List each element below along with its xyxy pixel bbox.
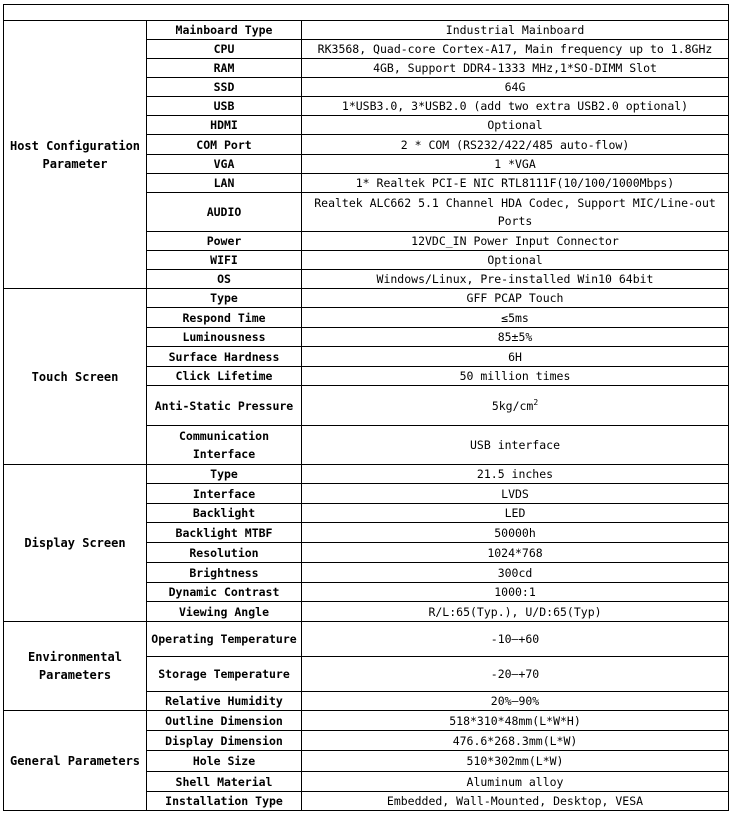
section-title: Host Configuration Parameter <box>4 21 147 289</box>
param-label: Type <box>147 289 302 308</box>
param-value: 85±5% <box>302 328 729 347</box>
param-value: 20%—90% <box>302 692 729 711</box>
param-value: 50 million times <box>302 367 729 386</box>
param-label: OS <box>147 270 302 289</box>
table-row <box>4 21 729 40</box>
param-value: Realtek ALC662 5.1 Channel HDA Codec, Support MIC/Line-out Ports <box>302 193 729 232</box>
param-value: Embedded, Wall-Mounted, Desktop, VESA <box>302 792 729 811</box>
param-value: Optional <box>302 251 729 270</box>
table-row <box>4 622 729 657</box>
table-row <box>4 289 729 308</box>
param-value: 12VDC_IN Power Input Connector <box>302 232 729 251</box>
section-title: Environmental Parameters <box>4 622 147 711</box>
param-value: 1*USB3.0, 3*USB2.0 (add two extra USB2.0 optional) <box>302 97 729 116</box>
param-label: Relative Humidity <box>147 692 302 711</box>
param-value: 1024*768 <box>302 543 729 563</box>
param-label: Backlight <box>147 504 302 523</box>
param-label: Operating Temperature <box>147 622 302 657</box>
param-label: Outline Dimension <box>147 711 302 731</box>
param-label: Interface <box>147 484 302 504</box>
param-value: 21.5 inches <box>302 465 729 484</box>
param-value: Windows/Linux, Pre-installed Win10 64bit <box>302 270 729 289</box>
param-label: USB <box>147 97 302 116</box>
param-value: 6H <box>302 347 729 367</box>
param-value: 1* Realtek PCI-E NIC RTL8111F(10/100/1000Mbps) <box>302 174 729 193</box>
param-label: Anti-Static Pressure <box>147 386 302 426</box>
param-label: SSD <box>147 78 302 97</box>
param-value: Industrial Mainboard <box>302 21 729 40</box>
param-value: LED <box>302 504 729 523</box>
param-label: Shell Material <box>147 772 302 792</box>
param-value: USB interface <box>302 426 729 465</box>
param-label: LAN <box>147 174 302 193</box>
param-label: Brightness <box>147 563 302 583</box>
param-value: 4GB, Support DDR4-1333 MHz,1*SO-DIMM Slot <box>302 59 729 78</box>
param-label: Mainboard Type <box>147 21 302 40</box>
header-cell <box>4 5 729 21</box>
param-label: Viewing Angle <box>147 602 302 622</box>
table-row <box>4 711 729 731</box>
param-label: Click Lifetime <box>147 367 302 386</box>
param-label: Storage Temperature <box>147 657 302 692</box>
param-value: 518*310*48mm(L*W*H) <box>302 711 729 731</box>
param-value: 510*302mm(L*W) <box>302 751 729 772</box>
param-label: RAM <box>147 59 302 78</box>
superscript: 2 <box>533 397 539 407</box>
param-value: 64G <box>302 78 729 97</box>
section-title: General Parameters <box>4 711 147 811</box>
param-value: LVDS <box>302 484 729 504</box>
param-label: Respond Time <box>147 308 302 328</box>
param-value: 50000h <box>302 523 729 543</box>
param-label: Type <box>147 465 302 484</box>
param-label: Display Dimension <box>147 731 302 751</box>
param-value: 1 *VGA <box>302 155 729 174</box>
param-label: HDMI <box>147 116 302 135</box>
param-value: R/L:65(Typ.), U/D:65(Typ) <box>302 602 729 622</box>
param-label: Surface Hardness <box>147 347 302 367</box>
param-value: ≤5ms <box>302 308 729 328</box>
param-label: Installation Type <box>147 792 302 811</box>
param-value: RK3568, Quad-core Cortex-A17, Main frequency up to 1.8GHz <box>302 40 729 59</box>
param-label: Resolution <box>147 543 302 563</box>
param-value: Optional <box>302 116 729 135</box>
param-value <box>302 386 729 426</box>
param-label: AUDIO <box>147 193 302 232</box>
param-label: Communication Interface <box>147 426 302 465</box>
section-title: Touch Screen <box>4 289 147 465</box>
param-label: CPU <box>147 40 302 59</box>
table-header-row <box>4 5 729 21</box>
param-value: -20—+70 <box>302 657 729 692</box>
param-value: GFF PCAP Touch <box>302 289 729 308</box>
param-value: Aluminum alloy <box>302 772 729 792</box>
section-title: Display Screen <box>4 465 147 622</box>
param-label: COM Port <box>147 135 302 155</box>
param-value: 476.6*268.3mm(L*W) <box>302 731 729 751</box>
param-label: Power <box>147 232 302 251</box>
spec-table <box>3 4 729 811</box>
param-value: 300cd <box>302 563 729 583</box>
param-value: -10—+60 <box>302 622 729 657</box>
param-label: Backlight MTBF <box>147 523 302 543</box>
param-label: Luminousness <box>147 328 302 347</box>
param-label: Hole Size <box>147 751 302 772</box>
value-text: 5kg/cm <box>491 398 534 413</box>
param-label: Dynamic Contrast <box>147 583 302 602</box>
param-label: VGA <box>147 155 302 174</box>
param-value: 1000:1 <box>302 583 729 602</box>
param-value: 2 * COM (RS232/422/485 auto-flow) <box>302 135 729 155</box>
table-row <box>4 465 729 484</box>
param-label: WIFI <box>147 251 302 270</box>
